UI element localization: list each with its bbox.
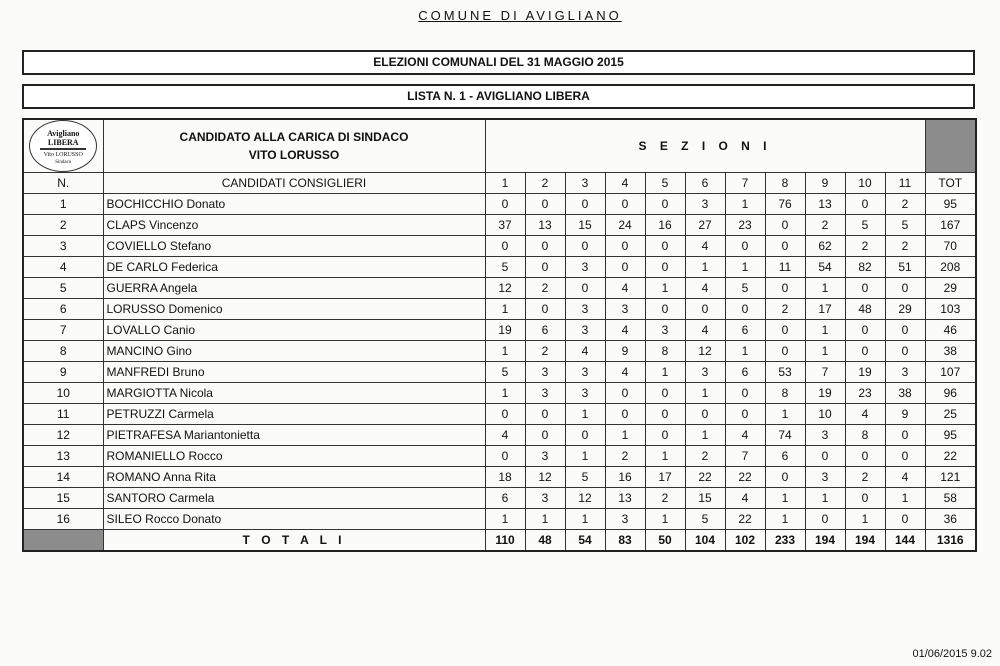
section-votes: 0: [605, 194, 645, 215]
section-votes: 3: [525, 362, 565, 383]
section-total: 50: [645, 530, 685, 552]
section-votes: 5: [845, 215, 885, 236]
table-row: [23, 320, 976, 341]
col-section-10: 10: [845, 173, 885, 194]
section-votes: 16: [605, 467, 645, 488]
column-header-row: [23, 173, 976, 194]
row-number: 12: [23, 425, 103, 446]
candidate-name: SILEO Rocco Donato: [103, 509, 485, 530]
section-votes: 1: [565, 509, 605, 530]
section-votes: 29: [885, 299, 925, 320]
section-votes: 0: [765, 236, 805, 257]
section-votes: 3: [805, 467, 845, 488]
col-section-3: 3: [565, 173, 605, 194]
logo-line3: Vito LORUSSO: [43, 152, 83, 158]
section-votes: 0: [525, 257, 565, 278]
section-votes: 19: [805, 383, 845, 404]
section-votes: 2: [605, 446, 645, 467]
section-votes: 4: [605, 320, 645, 341]
col-section-11: 11: [885, 173, 925, 194]
section-votes: 1: [645, 509, 685, 530]
section-votes: 3: [525, 488, 565, 509]
section-votes: 4: [725, 425, 765, 446]
section-votes: 1: [645, 278, 685, 299]
row-number: 3: [23, 236, 103, 257]
section-votes: 0: [805, 509, 845, 530]
section-votes: 2: [525, 341, 565, 362]
comune-title: COMUNE DI AVIGLIANO: [418, 8, 622, 23]
section-votes: 0: [845, 341, 885, 362]
col-section-9: 9: [805, 173, 845, 194]
mayor-label: CANDIDATO ALLA CARICA DI SINDACO: [179, 130, 409, 144]
section-votes: 1: [805, 278, 845, 299]
section-votes: 10: [805, 404, 845, 425]
section-votes: 3: [805, 425, 845, 446]
section-votes: 0: [645, 425, 685, 446]
grand-total: 1316: [925, 530, 976, 552]
candidate-name: LORUSSO Domenico: [103, 299, 485, 320]
section-votes: 3: [565, 257, 605, 278]
section-votes: 9: [885, 404, 925, 425]
col-tot: TOT: [925, 173, 976, 194]
row-number: 9: [23, 362, 103, 383]
section-votes: 1: [765, 404, 805, 425]
section-votes: 13: [605, 488, 645, 509]
candidate-name: LOVALLO Canio: [103, 320, 485, 341]
row-number: 6: [23, 299, 103, 320]
section-votes: 0: [525, 404, 565, 425]
sezioni-heading: S E Z I O N I: [485, 119, 925, 173]
section-votes: 22: [725, 467, 765, 488]
table-row: [23, 425, 976, 446]
section-votes: 0: [565, 236, 605, 257]
section-total: 144: [885, 530, 925, 552]
row-total: 95: [925, 194, 976, 215]
table-row: [23, 404, 976, 425]
election-title: ELEZIONI COMUNALI DEL 31 MAGGIO 2015: [22, 50, 975, 75]
section-votes: 22: [725, 509, 765, 530]
table-row: [23, 446, 976, 467]
section-votes: 5: [485, 362, 525, 383]
section-total: 102: [725, 530, 765, 552]
section-votes: 5: [485, 257, 525, 278]
section-votes: 4: [605, 278, 645, 299]
section-votes: 1: [645, 446, 685, 467]
section-votes: 27: [685, 215, 725, 236]
section-votes: 38: [885, 383, 925, 404]
section-votes: 5: [885, 215, 925, 236]
row-total: 36: [925, 509, 976, 530]
section-votes: 0: [765, 278, 805, 299]
section-votes: 0: [645, 194, 685, 215]
section-votes: 0: [845, 488, 885, 509]
section-votes: 0: [765, 341, 805, 362]
candidate-name: BOCHICCHIO Donato: [103, 194, 485, 215]
section-votes: 0: [565, 194, 605, 215]
section-votes: 1: [485, 509, 525, 530]
section-votes: 3: [605, 509, 645, 530]
section-votes: 13: [805, 194, 845, 215]
candidate-name: DE CARLO Federica: [103, 257, 485, 278]
section-votes: 11: [765, 257, 805, 278]
section-votes: 4: [605, 362, 645, 383]
section-votes: 22: [685, 467, 725, 488]
row-total: 46: [925, 320, 976, 341]
section-total: 194: [805, 530, 845, 552]
section-votes: 4: [485, 425, 525, 446]
section-votes: 1: [805, 320, 845, 341]
section-votes: 6: [725, 320, 765, 341]
logo-line1: Avigliano: [47, 129, 80, 138]
section-votes: 1: [685, 257, 725, 278]
section-votes: 0: [485, 194, 525, 215]
table-row: [23, 341, 976, 362]
row-total: 22: [925, 446, 976, 467]
row-total: 96: [925, 383, 976, 404]
section-votes: 17: [645, 467, 685, 488]
section-votes: 8: [645, 341, 685, 362]
section-votes: 19: [485, 320, 525, 341]
row-number: 5: [23, 278, 103, 299]
section-votes: 0: [525, 194, 565, 215]
section-votes: 0: [645, 257, 685, 278]
section-votes: 0: [885, 509, 925, 530]
col-section-6: 6: [685, 173, 725, 194]
section-votes: 1: [485, 299, 525, 320]
section-votes: 0: [845, 446, 885, 467]
row-number: 11: [23, 404, 103, 425]
section-votes: 0: [885, 425, 925, 446]
table-row: [23, 257, 976, 278]
section-votes: 0: [845, 194, 885, 215]
section-votes: 6: [525, 320, 565, 341]
table-row: [23, 467, 976, 488]
row-total: 29: [925, 278, 976, 299]
candidate-name: MANFREDI Bruno: [103, 362, 485, 383]
section-votes: 3: [565, 320, 605, 341]
row-number: 1: [23, 194, 103, 215]
totals-label: T O T A L I: [103, 530, 485, 552]
section-votes: 2: [885, 194, 925, 215]
list-logo: [29, 120, 97, 172]
section-votes: 1: [525, 509, 565, 530]
section-votes: 1: [725, 341, 765, 362]
row-number: 16: [23, 509, 103, 530]
totals-gray-cell: [23, 530, 103, 552]
section-votes: 0: [885, 278, 925, 299]
section-votes: 6: [725, 362, 765, 383]
section-votes: 1: [885, 488, 925, 509]
section-votes: 1: [765, 488, 805, 509]
row-total: 121: [925, 467, 976, 488]
candidate-name: ROMANIELLO Rocco: [103, 446, 485, 467]
row-number: 15: [23, 488, 103, 509]
logo-cell: [23, 119, 103, 173]
table-row: [23, 509, 976, 530]
candidate-name: PIETRAFESA Mariantonietta: [103, 425, 485, 446]
section-votes: 0: [725, 404, 765, 425]
section-votes: 1: [605, 425, 645, 446]
section-votes: 4: [725, 488, 765, 509]
table-row: [23, 215, 976, 236]
section-votes: 76: [765, 194, 805, 215]
section-votes: 0: [725, 236, 765, 257]
section-votes: 23: [725, 215, 765, 236]
table-row: [23, 488, 976, 509]
table-row: [23, 299, 976, 320]
section-votes: 37: [485, 215, 525, 236]
section-votes: 0: [885, 446, 925, 467]
section-votes: 1: [805, 488, 845, 509]
section-votes: 2: [765, 299, 805, 320]
section-votes: 0: [645, 383, 685, 404]
section-votes: 48: [845, 299, 885, 320]
row-total: 58: [925, 488, 976, 509]
row-total: 70: [925, 236, 976, 257]
section-votes: 0: [885, 341, 925, 362]
section-votes: 0: [885, 320, 925, 341]
row-total: 103: [925, 299, 976, 320]
section-votes: 0: [525, 236, 565, 257]
candidate-name: PETRUZZI Carmela: [103, 404, 485, 425]
section-votes: 54: [805, 257, 845, 278]
row-number: 7: [23, 320, 103, 341]
mayor-name: VITO LORUSSO: [248, 148, 340, 162]
section-votes: 16: [645, 215, 685, 236]
section-total: 104: [685, 530, 725, 552]
section-votes: 5: [565, 467, 605, 488]
section-votes: 3: [685, 194, 725, 215]
section-votes: 12: [685, 341, 725, 362]
section-votes: 74: [765, 425, 805, 446]
row-total: 38: [925, 341, 976, 362]
logo-line2: LIBERA: [47, 138, 79, 147]
logo-stripe: [40, 148, 86, 150]
section-votes: 2: [645, 488, 685, 509]
section-votes: 0: [485, 404, 525, 425]
section-votes: 8: [845, 425, 885, 446]
section-votes: 0: [765, 467, 805, 488]
section-votes: 5: [725, 278, 765, 299]
row-number: 10: [23, 383, 103, 404]
section-votes: 3: [685, 362, 725, 383]
section-votes: 17: [805, 299, 845, 320]
col-section-8: 8: [765, 173, 805, 194]
candidate-name: SANTORO Carmela: [103, 488, 485, 509]
header-gray-cell: [925, 119, 976, 173]
section-votes: 0: [645, 236, 685, 257]
section-votes: 12: [565, 488, 605, 509]
list-title: LISTA N. 1 - AVIGLIANO LIBERA: [22, 84, 975, 109]
table-row: [23, 278, 976, 299]
section-votes: 8: [765, 383, 805, 404]
section-votes: 0: [605, 236, 645, 257]
results-table: [22, 118, 977, 552]
section-votes: 51: [885, 257, 925, 278]
section-votes: 0: [765, 320, 805, 341]
section-votes: 1: [765, 509, 805, 530]
section-votes: 0: [485, 446, 525, 467]
section-votes: 3: [525, 383, 565, 404]
candidate-name: CLAPS Vincenzo: [103, 215, 485, 236]
col-section-7: 7: [725, 173, 765, 194]
section-votes: 0: [525, 425, 565, 446]
row-total: 25: [925, 404, 976, 425]
section-votes: 0: [605, 383, 645, 404]
section-votes: 4: [685, 278, 725, 299]
header-row: [23, 119, 976, 173]
section-votes: 0: [725, 383, 765, 404]
candidate-name: MANCINO Gino: [103, 341, 485, 362]
section-votes: 1: [565, 404, 605, 425]
col-section-4: 4: [605, 173, 645, 194]
section-votes: 0: [725, 299, 765, 320]
table-row: [23, 362, 976, 383]
section-votes: 0: [525, 299, 565, 320]
section-votes: 82: [845, 257, 885, 278]
mayor-cell: [103, 119, 485, 173]
section-votes: 12: [525, 467, 565, 488]
section-votes: 0: [485, 236, 525, 257]
table-row: [23, 194, 976, 215]
section-votes: 1: [725, 257, 765, 278]
row-total: 107: [925, 362, 976, 383]
section-votes: 0: [845, 320, 885, 341]
section-votes: 0: [685, 404, 725, 425]
section-votes: 2: [845, 467, 885, 488]
section-votes: 1: [685, 383, 725, 404]
section-votes: 13: [525, 215, 565, 236]
section-votes: 6: [765, 446, 805, 467]
section-votes: 3: [565, 383, 605, 404]
section-votes: 2: [685, 446, 725, 467]
candidate-name: MARGIOTTA Nicola: [103, 383, 485, 404]
section-votes: 7: [805, 362, 845, 383]
candidate-name: ROMANO Anna Rita: [103, 467, 485, 488]
section-votes: 5: [685, 509, 725, 530]
row-number: 2: [23, 215, 103, 236]
section-votes: 15: [685, 488, 725, 509]
section-votes: 4: [885, 467, 925, 488]
section-votes: 62: [805, 236, 845, 257]
section-votes: 18: [485, 467, 525, 488]
section-votes: 1: [725, 194, 765, 215]
totals-row: [23, 530, 976, 552]
logo-line4: Sindaco: [55, 160, 72, 165]
section-total: 83: [605, 530, 645, 552]
section-votes: 0: [605, 404, 645, 425]
section-votes: 12: [485, 278, 525, 299]
section-votes: 2: [845, 236, 885, 257]
section-total: 48: [525, 530, 565, 552]
candidate-name: COVIELLO Stefano: [103, 236, 485, 257]
section-votes: 1: [805, 341, 845, 362]
col-section-2: 2: [525, 173, 565, 194]
section-votes: 23: [845, 383, 885, 404]
section-votes: 6: [485, 488, 525, 509]
row-number: 14: [23, 467, 103, 488]
section-votes: 3: [565, 362, 605, 383]
print-timestamp: 01/06/2015 9.02: [912, 648, 992, 660]
section-votes: 3: [885, 362, 925, 383]
section-votes: 0: [765, 215, 805, 236]
section-votes: 4: [565, 341, 605, 362]
section-votes: 4: [685, 236, 725, 257]
section-total: 54: [565, 530, 605, 552]
col-section-5: 5: [645, 173, 685, 194]
col-section-1: 1: [485, 173, 525, 194]
row-number: 8: [23, 341, 103, 362]
table-row: [23, 236, 976, 257]
section-votes: 3: [565, 299, 605, 320]
section-votes: 0: [685, 299, 725, 320]
section-votes: 3: [605, 299, 645, 320]
section-votes: 19: [845, 362, 885, 383]
candidate-name: GUERRA Angela: [103, 278, 485, 299]
section-votes: 1: [845, 509, 885, 530]
row-total: 208: [925, 257, 976, 278]
section-votes: 0: [645, 299, 685, 320]
row-number: 13: [23, 446, 103, 467]
section-votes: 2: [805, 215, 845, 236]
section-votes: 1: [565, 446, 605, 467]
section-votes: 15: [565, 215, 605, 236]
section-votes: 0: [645, 404, 685, 425]
section-total: 110: [485, 530, 525, 552]
section-votes: 1: [485, 383, 525, 404]
table-row: [23, 383, 976, 404]
section-votes: 2: [525, 278, 565, 299]
section-votes: 4: [685, 320, 725, 341]
section-total: 233: [765, 530, 805, 552]
section-votes: 4: [845, 404, 885, 425]
section-votes: 0: [605, 257, 645, 278]
row-total: 167: [925, 215, 976, 236]
section-votes: 0: [845, 278, 885, 299]
section-votes: 0: [565, 425, 605, 446]
col-n: N.: [23, 173, 103, 194]
col-candidates: CANDIDATI CONSIGLIERI: [103, 173, 485, 194]
section-votes: 1: [645, 362, 685, 383]
section-votes: 7: [725, 446, 765, 467]
row-number: 4: [23, 257, 103, 278]
section-votes: 9: [605, 341, 645, 362]
section-votes: 53: [765, 362, 805, 383]
section-votes: 1: [685, 425, 725, 446]
section-votes: 3: [525, 446, 565, 467]
section-votes: 24: [605, 215, 645, 236]
section-votes: 0: [805, 446, 845, 467]
section-votes: 1: [485, 341, 525, 362]
section-votes: 0: [565, 278, 605, 299]
section-total: 194: [845, 530, 885, 552]
row-total: 95: [925, 425, 976, 446]
section-votes: 3: [645, 320, 685, 341]
section-votes: 2: [885, 236, 925, 257]
